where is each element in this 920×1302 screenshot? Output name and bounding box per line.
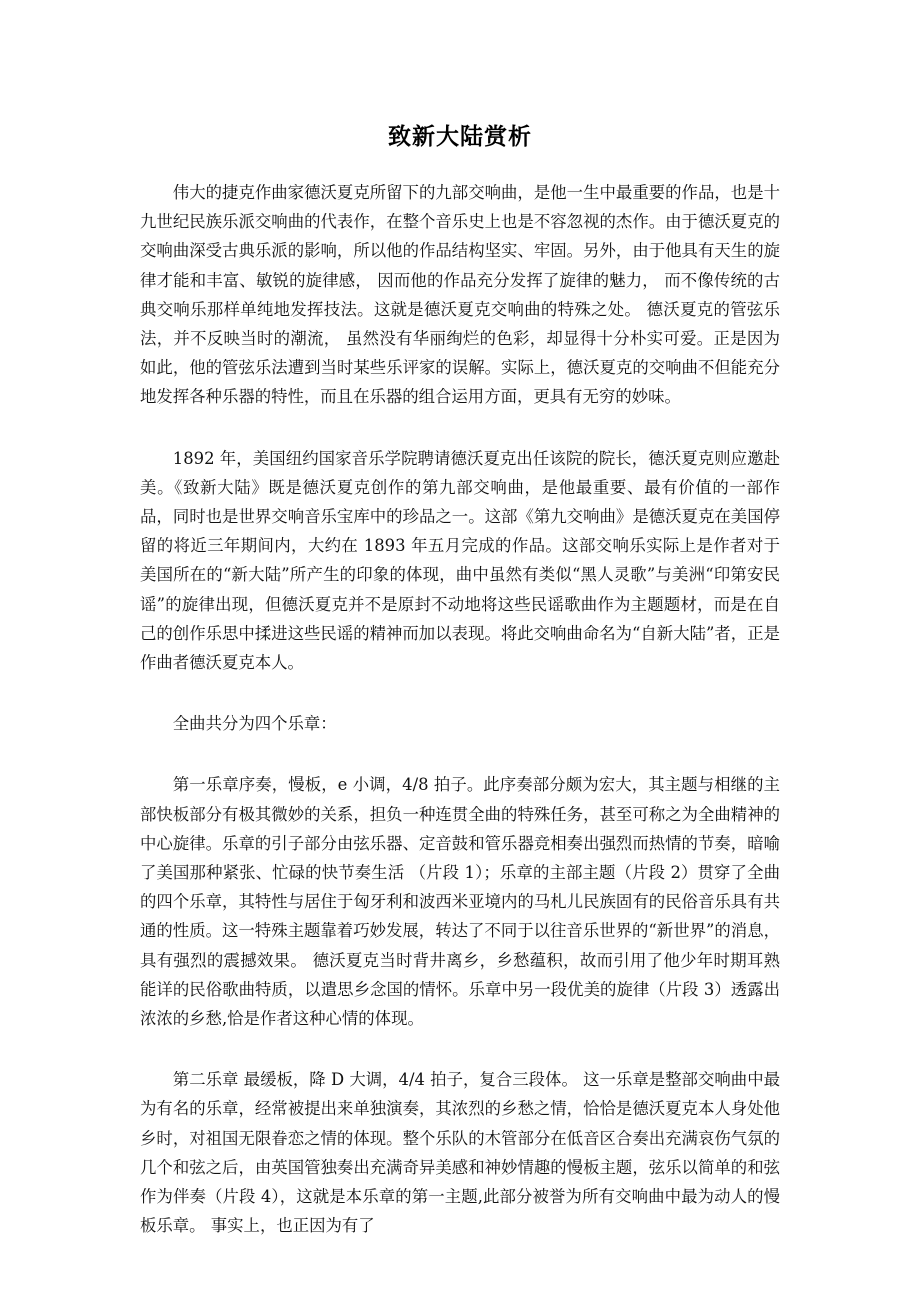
- paragraph-movement-2: 第二乐章 最缓板，降 D 大调，4/4 拍子，复合三段体。 这一乐章是整部交响曲中最为有名的乐章，经常被提出来单独演奏，其浓烈的乡愁之情，恰恰是德沃夏克本人身处他乡时，对祖国无限眷恋之情的体现。整个乐队的木管部分在低音区合奏出充满哀伤气氛的几个和弦之后，由英国管独奏出充满奇异美感和神妙情趣的慢板主题，弦乐以简单的和弦作为伴奏（片段 4），这就是本乐章的第一主题,此部分被誉为所有交响曲中最为动人的慢板乐章。 事实上，也正因为有了: [140, 1070, 780, 1236]
- page-title: 致新大陆赏析: [388, 123, 532, 150]
- paragraph-intro: 伟大的捷克作曲家德沃夏克所留下的九部交响曲，是他一生中最重要的作品，也是十九世纪民族乐派交响曲的代表作，在整个音乐史上也是不容忽视的杰作。由于德沃夏克的交响曲深受古典乐派的影响，所以他的作品结构坚实、牢固。另外，由于他具有天生的旋律才能和丰富、敏锐的旋律感， 因而他的作品充分发挥了旋律的魅力， 而不像传统的古典交响乐那样单纯地发挥技法。这就是德沃夏克交响曲的特殊之处。 德沃夏克的管弦乐法，并不反映当时的潮流， 虽然没有华丽绚烂的色彩，却显得十分朴实可爱。正是因为如此，他的管弦乐法遭到当时某些乐评家的误解。实际上，德沃夏克的交响曲不但能充分地发挥各种乐器的特性，而且在乐器的组合运用方面，更具有无穷的妙味。: [140, 183, 780, 407]
- document-body: [140, 178, 780, 1273]
- paragraph-movements-heading: 全曲共分为四个乐章：: [172, 714, 337, 734]
- paragraph-history: 1892 年，美国纽约国家音乐学院聘请德沃夏克出任该院的院长，德沃夏克则应邀赴美。《致新大陆》既是德沃夏克创作的第九部交响曲，是他最重要、最有价值的一部作品，同时也是世界交响音乐宝库中的珍品之一。这部《第九交响曲》是德沃夏克在美国停留的将近三年期间内，大约在 1893 年五月完成的作品。这部交响乐实际上是作者对于美国所在的“新大陆”所产生的印象的体现，曲中虽然有类似“黑人灵歌”与美洲“印第安民谣”的旋律出现，但德沃夏克并不是原封不动地将这些民谣歌曲作为主题题材，而是在自己的创作乐思中揉进这些民谣的精神而加以表现。将此交响曲命名为“自新大陆”者，正是作曲者德沃夏克本人。: [140, 448, 780, 673]
- paragraph-movement-1: 第一乐章序奏，慢板，e 小调，4/8 拍子。此序奏部分颇为宏大，其主题与相继的主部快板部分有极其微妙的关系，担负一种连贯全曲的特殊任务，甚至可称之为全曲精神的中心旋律。乐章的引子部分由弦乐器、定音鼓和管乐器竞相奏出强烈而热情的节奏，暗喻了美国那种紧张、忙碌的快节奏生活 （片段 1）；乐章的主部主题（片段 2）贯穿了全曲的四个乐章，其特性与居住于匈牙利和波西米亚境内的马札儿民族固有的民俗音乐具有共通的性质。这一特殊主题靠着巧妙发展，转达了不同于以往音乐世界的“新世界”的消息， 具有强烈的震撼效果。 德沃夏克当时背井离乡，乡愁蕴积，故而引用了他少年时期耳熟能详的民俗歌曲特质，以遣思乡念国的情怀。乐章中另一段优美的旋律（片段 3）透露出浓浓的乡愁,恰是作者这种心情的体现。: [140, 775, 780, 1029]
